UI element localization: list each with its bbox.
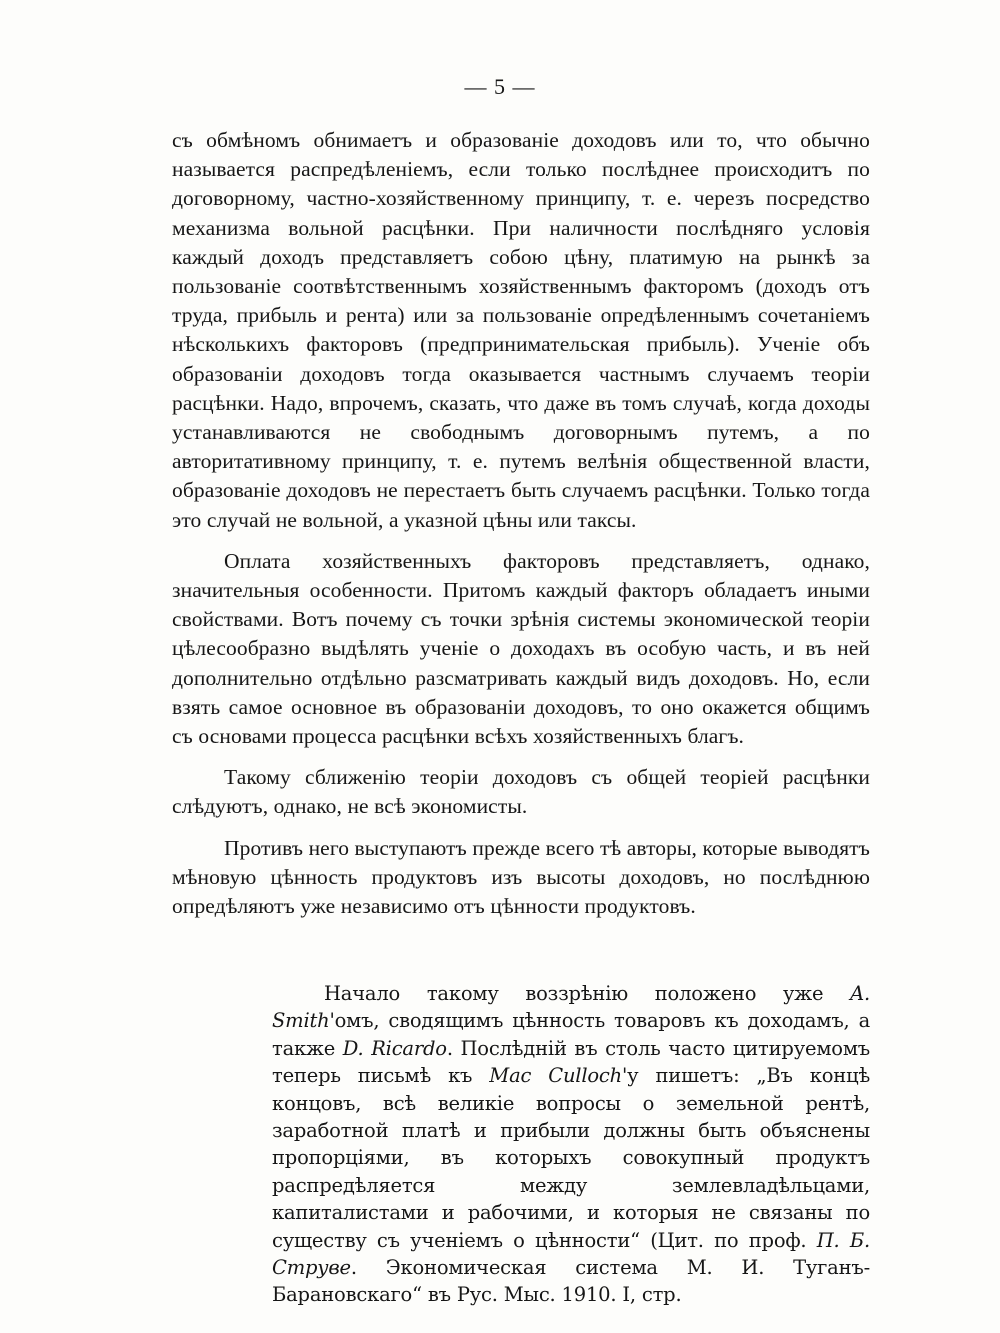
paragraph-continuation: съ обмѣномъ обнимаетъ и образованіе доходовъ или то, что обычно называется распредѣленіемъ, если только послѣднее происходитъ по договорному, частно-хозяйственному принципу, т. е. черезъ посредство механизма вольной расцѣнки. При наличности послѣдняго условія каждый доходъ представляетъ собою цѣну, платимую на рынкѣ за пользованіе соотвѣтственнымъ хозяйственнымъ факторомъ (доходъ отъ труда, прибыль и рента) или за пользованіе опредѣленнымъ сочетаніемъ нѣсколькихъ факторовъ (предпринимательская прибыль). Ученіе объ образованіи доходовъ тогда оказывается частнымъ случаемъ теоріи расцѣнки. Надо, впрочемъ, сказать, что даже въ томъ случаѣ, когда доходы устанавливаются не свободнымъ договорнымъ путемъ, а по авторитативному принципу, т. е. путемъ велѣнія общественной власти, образованіе доходовъ не перестаетъ быть случаемъ расцѣнки. Только тогда это случай не вольной, а указной цѣны или таксы. [172, 128, 870, 532]
paragraph-income-factors: Оплата хозяйственныхъ факторовъ представляетъ, однако, значительныя особенности. Притомъ каждый факторъ обладаетъ иными свойствами. Вотъ почему съ точки зрѣнія системы экономической теоріи цѣлесообразно выдѣлять ученіе о доходахъ въ особую часть, и въ ней дополнительно отдѣльно разсматривать каждый видъ доходовъ. Но, если взять самое основное въ образованіи доходовъ, то оно окажется общимъ съ основами процесса расцѣнки всѣхъ хозяйственныхъ благъ. [172, 548, 870, 749]
footnote-text-2: 'омъ, сводящимъ цѣнность товаровъ къ доходамъ, а также [272, 1009, 870, 1060]
footnote-text-5: . Экономическая система М. И. Туганъ-Барановскаго“ въ Рус. Мыс. 1910. I, стр. [272, 1256, 870, 1307]
footnote [272, 980, 870, 1309]
page-number: — 5 — [464, 74, 536, 99]
footnote-paragraph [272, 980, 870, 1309]
footnote-author-culloch: Mac Culloch [489, 1064, 623, 1088]
footnote-text-1: Начало такому воззрѣнію положено уже [324, 982, 851, 1005]
footnote-author-struve: П. Б. Струве [272, 1228, 870, 1280]
paragraph-convergence: Такому сближенію теоріи доходовъ съ общей теоріей расцѣнки слѣдуютъ, однако, не всѣ экономисты. [172, 765, 870, 819]
footnote-text-4: 'у пишетъ: „Въ концѣ концовъ, всѣ великіе вопросы о земельной рентѣ, заработной платѣ и прибыли должны быть объяснены пропорціями, въ которыхъ совокупный продуктъ распредѣляется между землевладѣльцами, капиталистами и рабочими, и которыя не связаны по существу съ ученіемъ о цѣнности“ (Цит. по проф. [272, 1064, 871, 1252]
main-text [172, 126, 870, 921]
footnote-author-smith: A. Smith [272, 982, 870, 1033]
footnote-author-ricardo: D. Ricardo [342, 1036, 447, 1060]
paragraph-opponents: Противъ него выступаютъ прежде всего тѣ авторы, которые выводятъ мѣновую цѣнность продуктовъ изъ высоты доходовъ, но послѣднюю опредѣляютъ уже независимо отъ цѣнности продуктовъ. [172, 835, 870, 919]
footnote-text-3: . Послѣдній въ столь часто цитируемомъ теперь письмѣ къ [272, 1036, 870, 1088]
